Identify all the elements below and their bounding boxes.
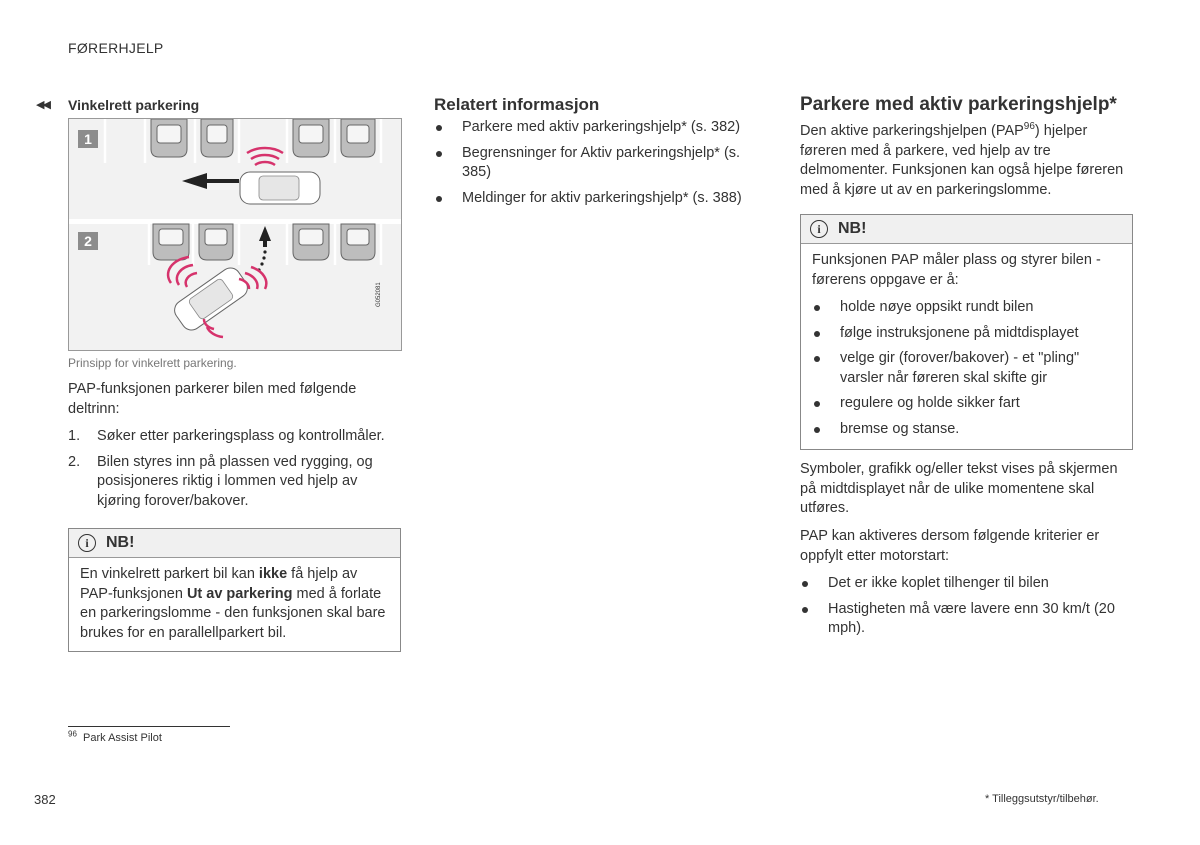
list-item (68, 427, 403, 447)
page-number: 382 (34, 792, 56, 807)
figure-panel-1-number: 1 (78, 130, 98, 148)
steps-list (68, 427, 403, 517)
related-link[interactable]: Parkere med aktiv parkeringshjelp* (s. 382) (434, 118, 764, 138)
nb-intro: Funksjonen PAP måler plass og styrer bilen - førerens oppgave er å: (812, 252, 1101, 288)
footnote (68, 729, 162, 744)
section-header: FØRERHJELP (68, 40, 164, 56)
nb-note-box (68, 528, 401, 652)
nb-bold-ikke: ikke (258, 566, 288, 582)
step-number: 1. (68, 428, 81, 444)
footer-note: * Tilleggsutstyr/tilbehør. (985, 793, 1099, 805)
info-icon: i (78, 534, 96, 552)
related-link[interactable]: Begrensninger for Aktiv parkeringshjelp* (s. 385) (434, 144, 742, 183)
info-icon: i (810, 220, 828, 238)
footnote-divider (68, 726, 230, 727)
intro-text: Den aktive parkeringshjelpen (PAP (800, 123, 1024, 139)
footnote-ref[interactable]: 96 (1023, 121, 1035, 133)
nb-header (69, 529, 400, 558)
section-title-pap: Parkere med aktiv parkeringshjelp* (800, 94, 1117, 115)
related-info-title: Relatert informasjon (434, 95, 600, 114)
criteria-paragraph: PAP kan aktiveres dersom følgende kriterier er oppfylt etter motorstart: (800, 528, 1100, 564)
step-text: Bilen styres inn på plassen ved rygging, og posisjoneres riktig i lommen ved hjelp av kjøring forover/bakover. (97, 453, 373, 509)
pap-description (800, 122, 1134, 200)
nb-text-part: En vinkelrett parkert bil kan (80, 566, 259, 582)
continued-icon: ◀◀ (36, 99, 49, 111)
nb-bold-ut-av-parkering: Ut av parkering (186, 585, 293, 602)
related-link[interactable]: Meldinger for aktiv parkeringshjelp* (s. 388) (434, 189, 764, 209)
related-links-list (434, 118, 764, 214)
list-item: bremse og stanse. (812, 420, 1121, 440)
nb-text-part: få hjelp av PAP-funksjonen (80, 566, 358, 602)
list-item: regulere og holde sikker fart (812, 394, 1121, 414)
list-item: velge gir (forover/bakover) - et "pling" varsler når føreren skal skifte gir (812, 349, 1121, 388)
figure-caption: Prinsipp for vinkelrett parkering. (68, 356, 237, 370)
list-item: følge instruksjonene på midtdisplayet (812, 324, 1121, 344)
figure-panel-2-number: 2 (78, 232, 98, 250)
list-item: Hastigheten må være lavere enn 30 km/t (20 mph). (800, 600, 1120, 639)
criteria-list (800, 574, 1120, 645)
intro-text: ) hjelper føreren med å parkere, ved hjelp av tre delmomenter. Funksjonen kan også hjelpe føreren med å kjøre ut av en parkeringslomme. (800, 123, 1124, 198)
section-title-vinkelrett: Vinkelrett parkering (68, 97, 200, 113)
parking-scene-drawing (69, 119, 401, 350)
list-item (68, 453, 387, 512)
nb-label: NB! (838, 220, 867, 237)
nb-body (801, 244, 1132, 449)
nb-text-part: med å forlate en parkeringslomme - den funksjonen skal bare brukes for en parallellparkert bil. (80, 585, 386, 641)
step-text: Søker etter parkeringsplass og kontrollmåler. (97, 428, 385, 444)
figure-code: G052081 (376, 282, 382, 307)
list-item: holde nøye oppsikt rundt bilen (812, 298, 1121, 318)
list-item: Det er ikke koplet tilhenger til bilen (800, 574, 1120, 594)
nb-label: NB! (106, 534, 135, 551)
symbols-paragraph: Symboler, grafikk og/eller tekst vises på skjermen på midtdisplayet når de ulike momentene skal utføres. (800, 461, 1118, 516)
footnote-text: Park Assist Pilot (83, 732, 162, 744)
nb-note-box-pap (800, 214, 1133, 450)
nb-text (69, 558, 400, 651)
driver-tasks-list (812, 298, 1121, 439)
step-number: 2. (68, 453, 81, 470)
parking-illustration (68, 118, 402, 351)
pap-intro-paragraph: PAP-funksjonen parkerer bilen med følgende deltrinn: (68, 381, 357, 417)
nb-header (801, 215, 1132, 244)
footnote-number: 96 (68, 729, 77, 739)
